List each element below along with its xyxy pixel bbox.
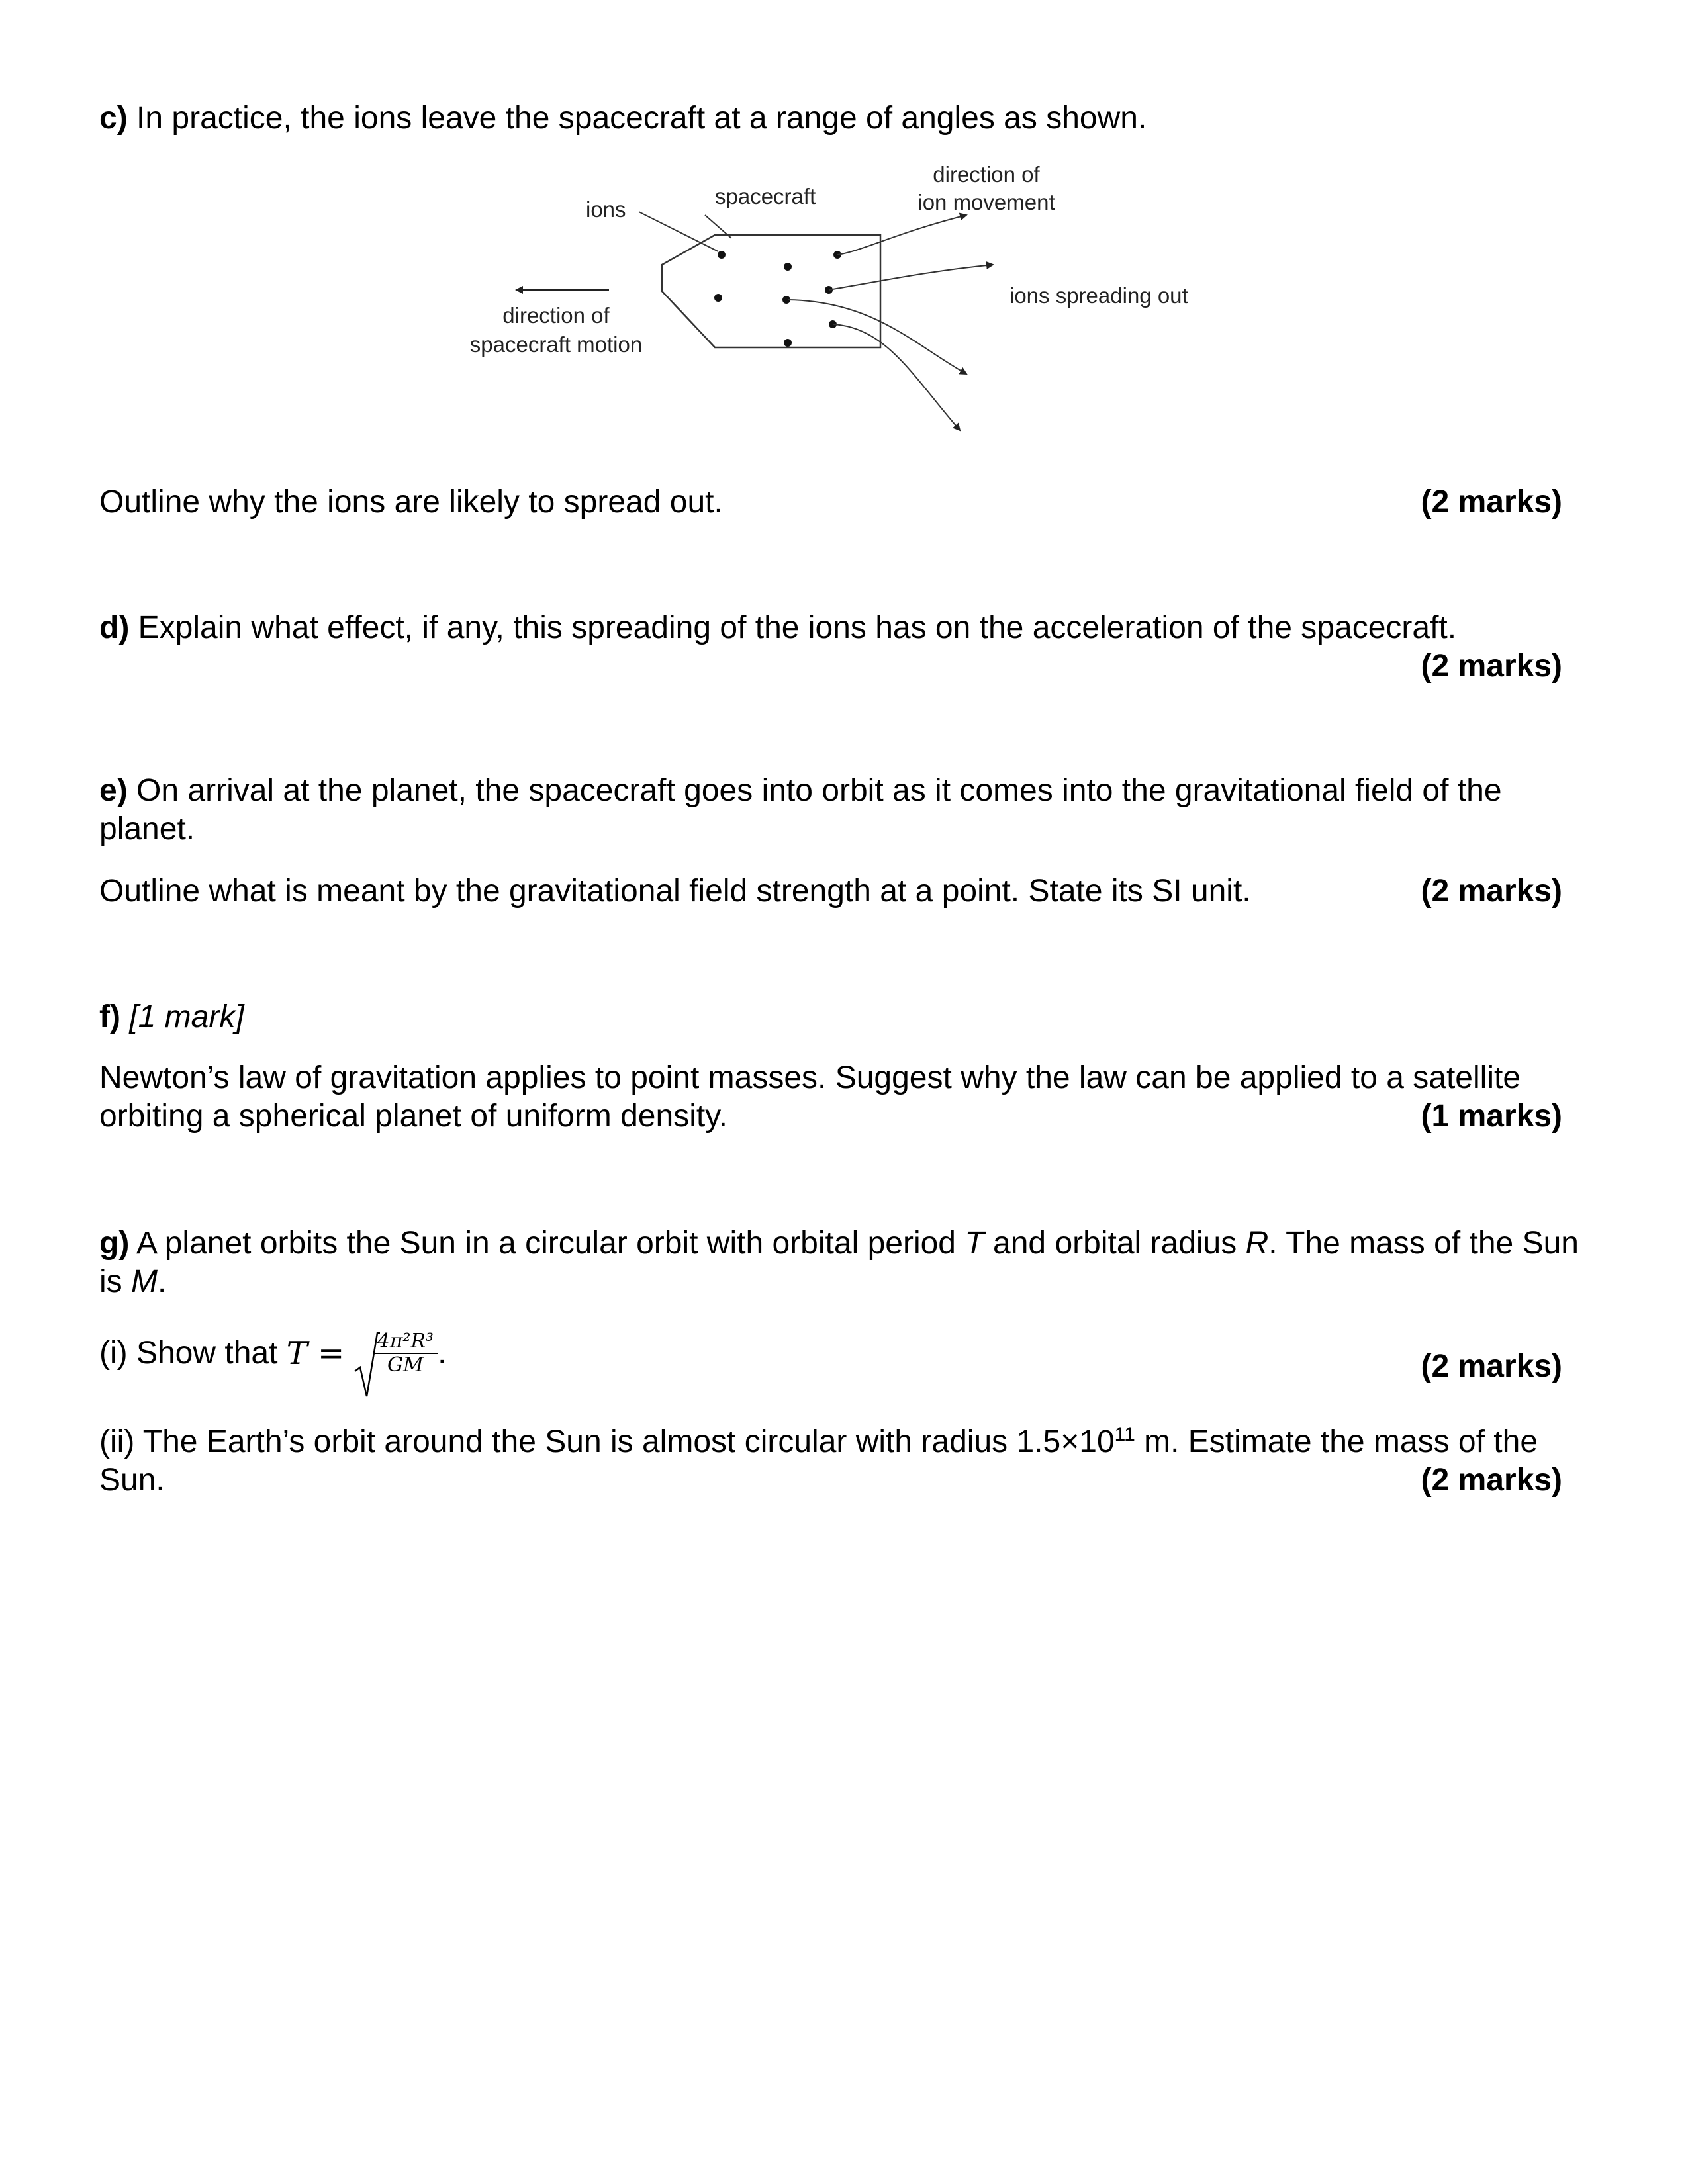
part-e-label: e) <box>99 773 128 808</box>
ion-dot <box>784 339 792 347</box>
part-g-ii-text-1: (ii) The Earth’s orbit around the Sun is almost circular with radius 1.5×10 <box>99 1424 1115 1459</box>
ion-trajectory <box>829 265 993 290</box>
part-f-heading <box>99 998 1589 1036</box>
part-g-i-lhs: T = <box>286 1335 345 1372</box>
part-e-text: On arrival at the planet, the spacecraft goes into orbit as it comes into the gravitational field of the planet. <box>99 773 1502 846</box>
ion-trajectory <box>788 300 966 374</box>
part-c-intro <box>99 99 1589 138</box>
part-f-text: Newton’s law of gravitation applies to point masses. Suggest why the law can be applied to a satellite orbiting a spherical planet of uniform density. <box>99 1060 1521 1134</box>
part-d <box>99 609 1589 686</box>
ion-dot <box>714 294 722 302</box>
part-c-marks: (2 marks) <box>1421 484 1562 520</box>
label-ion-direction-1: direction of <box>933 162 1040 187</box>
spacecraft-body <box>662 235 880 347</box>
part-g-intro <box>99 1224 1589 1301</box>
part-c-question: Outline why the ions are likely to spread out. <box>99 484 723 520</box>
label-craft-direction-1: direction of <box>502 303 610 328</box>
part-g-i-marks: (2 marks) <box>1421 1349 1562 1384</box>
label-craft-direction-2: spacecraft motion <box>469 332 643 357</box>
ions-leader-line <box>639 212 718 251</box>
part-e <box>99 772 1589 848</box>
label-spacecraft: spacecraft <box>715 184 816 208</box>
part-e-marks: (2 marks) <box>1421 874 1562 909</box>
part-g-ii-exponent: 11 <box>1114 1424 1135 1445</box>
part-g-i-end: . <box>438 1336 447 1371</box>
part-g-ii-text-2: m. Estimate the mass of the Sun. <box>99 1424 1538 1498</box>
ion-dot <box>784 263 792 271</box>
ion-dots <box>714 251 841 347</box>
part-e-question-row <box>99 872 1589 911</box>
fraction-denominator: GM <box>387 1353 424 1377</box>
part-g-text-1: A planet orbits the Sun in a circular orbit with orbital period <box>136 1226 956 1261</box>
part-d-label: d) <box>99 610 130 645</box>
part-g-ii <box>99 1423 1589 1500</box>
part-c-label: c) <box>99 101 128 136</box>
part-f-mark-note: [1 mark] <box>129 999 244 1034</box>
part-g-i-prefix: (i) Show that <box>99 1336 278 1371</box>
square-root-sign <box>353 1330 380 1403</box>
fraction-numerator: 4π²R³ <box>373 1330 438 1354</box>
part-f-marks: (1 marks) <box>1421 1099 1562 1134</box>
square-root-expression <box>353 1330 438 1377</box>
part-c-text: In practice, the ions leave the spacecraft at a range of angles as shown. <box>136 101 1147 136</box>
part-g-text-3: . The mass of the Sun is <box>99 1226 1579 1299</box>
label-ions: ions <box>586 197 626 222</box>
ion-spread-diagram <box>450 159 1231 450</box>
part-g-i-row <box>99 1330 1589 1403</box>
part-c-question-row <box>99 483 1589 522</box>
label-ion-direction-2: ion movement <box>917 190 1055 214</box>
part-g-text-2: and orbital radius <box>993 1226 1237 1261</box>
ion-trajectory <box>833 324 960 430</box>
part-g-text-end: . <box>158 1264 167 1299</box>
part-e-question: Outline what is meant by the gravitational field strength at a point. State its SI unit. <box>99 874 1251 909</box>
part-g-symbol-M: M <box>131 1264 158 1299</box>
part-d-marks: (2 marks) <box>1421 649 1562 684</box>
label-ions-spreading: ions spreading out <box>1009 283 1188 308</box>
part-g-ii-marks: (2 marks) <box>1421 1463 1562 1498</box>
part-d-text: Explain what effect, if any, this spreading of the ions has on the acceleration of the spacecraft. <box>138 610 1457 645</box>
part-f-label: f) <box>99 999 120 1034</box>
ion-dot <box>718 251 726 259</box>
part-g-symbol-R: R <box>1245 1226 1269 1261</box>
part-g-label: g) <box>99 1226 130 1261</box>
part-f-body <box>99 1059 1589 1136</box>
part-g-symbol-T: T <box>964 1226 984 1261</box>
